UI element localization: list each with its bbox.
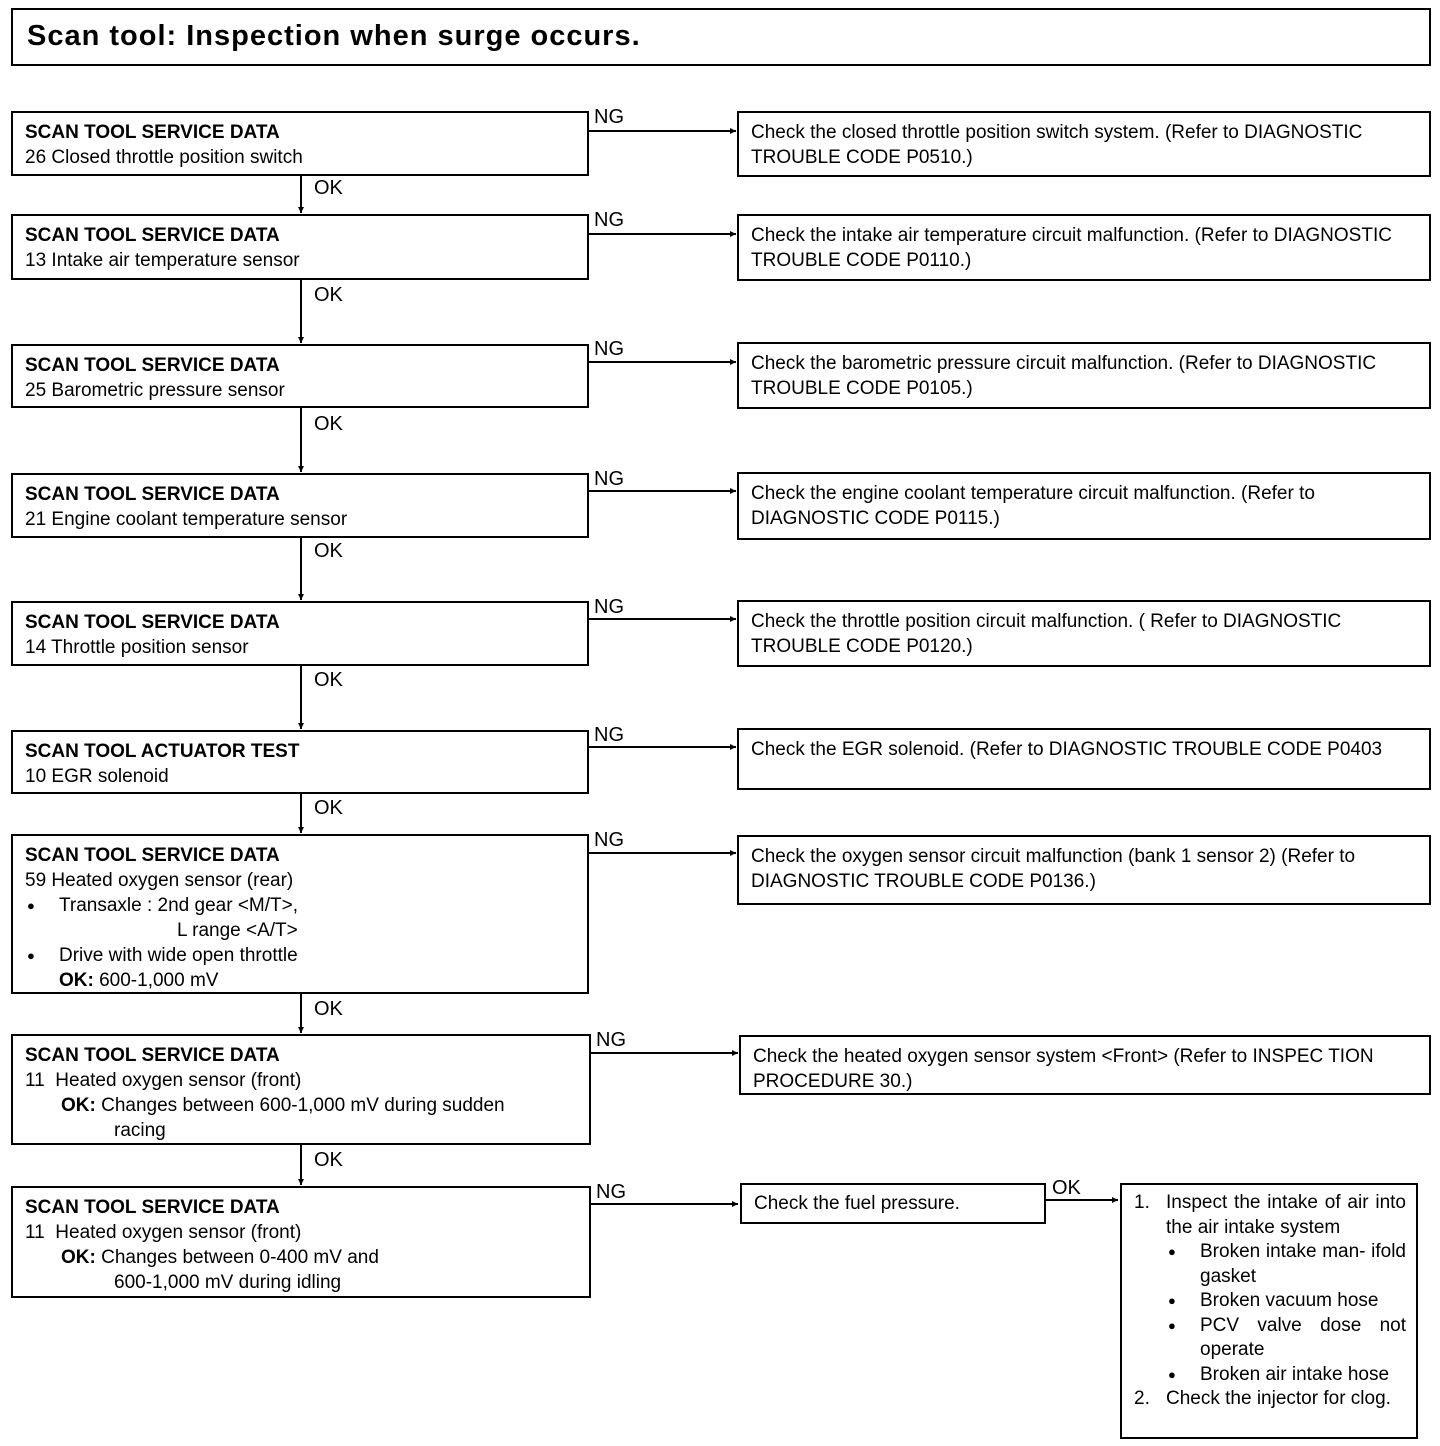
ok-prefix: OK: <box>61 1247 96 1268</box>
ng-label: NG <box>594 829 624 851</box>
result-text: Check the intake air temperature circuit malfunction. (Refer to DIAGNOSTIC TROUBLE CODE P0110.) <box>751 225 1392 271</box>
item-text: Inspect the intake of air into the air intake system <box>1166 1192 1406 1238</box>
step-box-2 <box>11 214 589 280</box>
step-heading: SCAN TOOL SERVICE DATA <box>25 355 280 376</box>
step-heading: SCAN TOOL SERVICE DATA <box>25 484 280 505</box>
result-text: Check the oxygen sensor circuit malfunction (bank 1 sensor 2) (Refer to DIAGNOSTIC TROUBLE CODE P0136.) <box>751 846 1356 892</box>
step-bullet-cont: L range <A/T> <box>177 920 298 941</box>
ok-label: OK <box>1052 1177 1081 1199</box>
final-item-1 <box>1134 1191 1406 1240</box>
step-item: 21 Engine coolant temperature sensor <box>25 509 348 530</box>
final-bullet: ● Broken intake man- ifold gasket <box>1166 1240 1406 1289</box>
step-bullet: ● Transaxle : 2nd gear <M/T>, <box>25 893 575 918</box>
result-box-3 <box>737 342 1431 409</box>
item-number: 2. <box>1134 1388 1150 1409</box>
step-ok-line <box>25 1245 577 1270</box>
result-text: Check the closed throttle position switch system. (Refer to DIAGNOSTIC TROUBLE CODE P0510.) <box>751 122 1363 168</box>
step-item: 14 Throttle position sensor <box>25 637 249 658</box>
step-heading: SCAN TOOL SERVICE DATA <box>25 845 280 866</box>
result-box-fuel-pressure <box>740 1183 1046 1224</box>
ok-label: OK <box>314 413 343 435</box>
ng-label: NG <box>594 209 624 231</box>
ng-label: NG <box>594 106 624 128</box>
step-box-5 <box>11 601 589 666</box>
step-item: 11 Heated oxygen sensor (front) <box>25 1070 302 1091</box>
ng-label: NG <box>594 596 624 618</box>
page-title: Scan tool: Inspection when surge occurs. <box>11 8 1431 66</box>
step-box-1 <box>11 111 589 176</box>
ok-label: OK <box>314 284 343 306</box>
step-item: 26 Closed throttle position switch <box>25 147 303 168</box>
ng-label: NG <box>594 468 624 490</box>
step-bullet: ● Drive with wide open throttle <box>25 943 575 968</box>
step-heading: SCAN TOOL SERVICE DATA <box>25 1197 280 1218</box>
ok-value: Changes between 0-400 mV and <box>101 1247 379 1268</box>
ok-value: Changes between 600-1,000 mV during sudden <box>101 1095 505 1116</box>
final-inspection-box <box>1120 1183 1418 1439</box>
result-box-4 <box>737 472 1431 540</box>
item-number: 1. <box>1134 1192 1150 1213</box>
step-item: 13 Intake air temperature sensor <box>25 250 300 271</box>
step-heading: SCAN TOOL SERVICE DATA <box>25 225 280 246</box>
ok-label: OK <box>314 669 343 691</box>
step-item: 11 Heated oxygen sensor (front) <box>25 1222 302 1243</box>
result-box-6 <box>737 728 1431 790</box>
result-text: Check the heated oxygen sensor system <Front> (Refer to INSPEC TION PROCEDURE 30.) <box>753 1046 1374 1092</box>
ng-label: NG <box>596 1029 626 1051</box>
ok-value-cont: racing <box>114 1120 166 1141</box>
step-ok-line <box>25 968 575 993</box>
step-box-6 <box>11 730 589 794</box>
result-box-5 <box>737 600 1431 667</box>
final-bullet: ● PCV valve dose not operate <box>1166 1314 1406 1363</box>
ok-label: OK <box>314 177 343 199</box>
ng-label: NG <box>596 1181 626 1203</box>
ok-label: OK <box>314 797 343 819</box>
result-text: Check the barometric pressure circuit malfunction. (Refer to DIAGNOSTIC TROUBLE CODE P0105.) <box>751 353 1377 399</box>
step-item: 59 Heated oxygen sensor (rear) <box>25 870 294 891</box>
result-text: Check the fuel pressure. <box>754 1193 960 1214</box>
step-ok-line <box>25 1093 577 1118</box>
step-box-7 <box>11 834 589 994</box>
ok-value: 600-1,000 mV <box>99 970 219 991</box>
ok-label: OK <box>314 540 343 562</box>
result-text: Check the EGR solenoid. (Refer to DIAGNOSTIC TROUBLE CODE P0403 <box>751 739 1383 760</box>
result-text: Check the throttle position circuit malfunction. ( Refer to DIAGNOSTIC TROUBLE CODE P0120.) <box>751 611 1342 657</box>
item-text: Check the injector for clog. <box>1166 1388 1391 1409</box>
step-box-9 <box>11 1186 591 1298</box>
step-item: 10 EGR solenoid <box>25 766 169 787</box>
result-box-2 <box>737 214 1431 281</box>
ng-label: NG <box>594 338 624 360</box>
result-box-7 <box>737 835 1431 905</box>
result-box-8 <box>739 1035 1431 1095</box>
ok-value-cont: 600-1,000 mV during idling <box>114 1272 342 1293</box>
step-box-3 <box>11 344 589 408</box>
step-heading: SCAN TOOL ACTUATOR TEST <box>25 741 300 762</box>
step-box-4 <box>11 473 589 538</box>
result-text: Check the engine coolant temperature circuit malfunction. (Refer to DIAGNOSTIC CODE P0115.) <box>751 483 1315 529</box>
step-heading: SCAN TOOL SERVICE DATA <box>25 122 280 143</box>
step-item: 25 Barometric pressure sensor <box>25 380 285 401</box>
ok-label: OK <box>314 1149 343 1171</box>
step-heading: SCAN TOOL SERVICE DATA <box>25 612 280 633</box>
final-bullet: ● Broken vacuum hose <box>1166 1289 1406 1314</box>
final-item-2 <box>1134 1387 1406 1412</box>
final-bullet: ● Broken air intake hose <box>1166 1363 1406 1388</box>
step-heading: SCAN TOOL SERVICE DATA <box>25 1045 280 1066</box>
step-box-8 <box>11 1034 591 1145</box>
ng-label: NG <box>594 724 624 746</box>
ok-prefix: OK: <box>61 1095 96 1116</box>
ok-prefix: OK: <box>59 970 94 991</box>
ok-label: OK <box>314 998 343 1020</box>
result-box-1 <box>737 111 1431 177</box>
